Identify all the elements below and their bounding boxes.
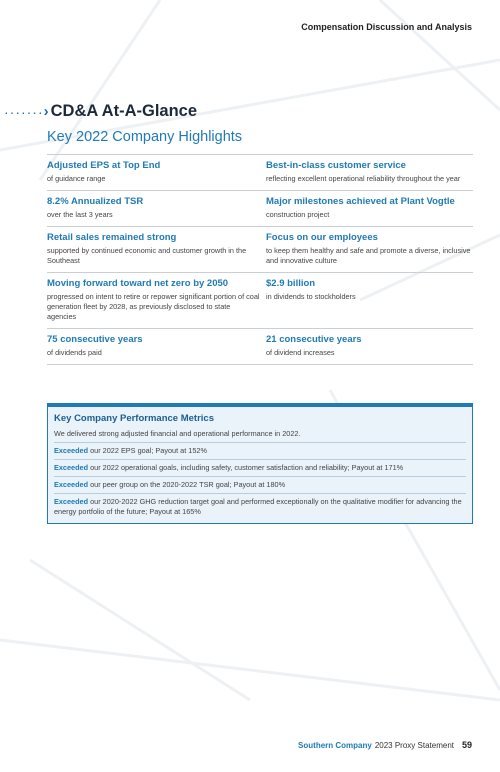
page-footer [298,740,472,750]
metric-status: Exceeded [54,497,89,506]
metrics-title: Key Company Performance Metrics [54,413,214,424]
metric-item [54,460,466,477]
highlight-detail: of dividend increases [266,348,335,357]
metric-item [54,477,466,494]
highlight-row [47,190,473,226]
highlights-grid [47,154,473,365]
running-header: Compensation Discussion and Analysis [301,22,472,32]
metric-status: Exceeded [54,480,89,489]
highlight-heading: Retail sales remained strong [47,232,177,243]
metric-text: our 2022 EPS goal; Payout at 152% [88,446,207,455]
highlight-item [260,329,473,364]
page-number: 59 [461,740,472,750]
highlight-heading: 21 consecutive years [266,334,362,345]
highlight-item [260,227,473,272]
dotted-leader: ······· [4,103,44,120]
metric-status: Exceeded [54,446,89,455]
metrics-intro: We delivered strong adjusted financial and operational performance in 2022. [54,429,466,443]
highlight-heading: Major milestones achieved at Plant Vogtle [266,196,455,207]
highlight-row [47,328,473,365]
highlight-row [47,154,473,190]
highlight-detail: progressed on intent to retire or repower significant portion of coal generation fleet by 2028, as previously disclosed to state agencies [47,292,260,321]
highlight-heading: 75 consecutive years [47,334,143,345]
metric-text: our 2022 operational goals, including safety, customer satisfaction and reliability; Payout at 171% [88,463,404,472]
metric-item [54,443,466,460]
highlight-detail: construction project [266,210,330,219]
highlight-detail: supported by continued economic and customer growth in the Southeast [47,246,247,265]
highlight-row [47,272,473,328]
chevron-right-icon: › [43,103,49,120]
highlight-item [260,191,473,226]
highlight-item [47,155,260,190]
highlight-detail: reflecting excellent operational reliability throughout the year [266,174,461,183]
highlight-heading: Best-in-class customer service [266,160,406,171]
highlight-row [47,226,473,272]
metric-item [54,494,466,520]
highlight-detail: of guidance range [47,174,106,183]
performance-metrics-box [47,403,473,524]
highlight-heading: 8.2% Annualized TSR [47,196,144,207]
highlight-detail: to keep them healthy and safe and promote a diverse, inclusive and innovative culture [266,246,471,265]
metric-text: our 2020-2022 GHG reduction target goal and performed exceptionally on the qualitative modifier for advancing the energy portfolio of the future; Payout at 165% [54,497,462,516]
highlight-item [260,273,473,328]
highlights-subtitle: Key 2022 Company Highlights [47,129,243,145]
metric-status: Exceeded [54,463,89,472]
highlight-item [260,155,473,190]
highlight-item [47,227,260,272]
highlight-item [47,191,260,226]
highlight-heading: Moving forward toward net zero by 2050 [47,278,229,289]
highlight-detail: of dividends paid [47,348,102,357]
section-title-text: CD&A At-A-Glance [50,102,198,120]
highlight-heading: $2.9 billion [266,278,316,289]
highlight-detail: in dividends to stockholders [266,292,356,301]
highlight-heading: Adjusted EPS at Top End [47,160,161,171]
footer-brand: Southern Company [298,741,372,750]
highlight-item [47,329,260,364]
metric-text: our peer group on the 2020-2022 TSR goal; Payout at 180% [88,480,286,489]
section-title [4,102,197,121]
footer-document-title: 2023 Proxy Statement [374,741,454,750]
highlight-detail: over the last 3 years [47,210,113,219]
highlight-item [47,273,260,328]
highlight-heading: Focus on our employees [266,232,378,243]
